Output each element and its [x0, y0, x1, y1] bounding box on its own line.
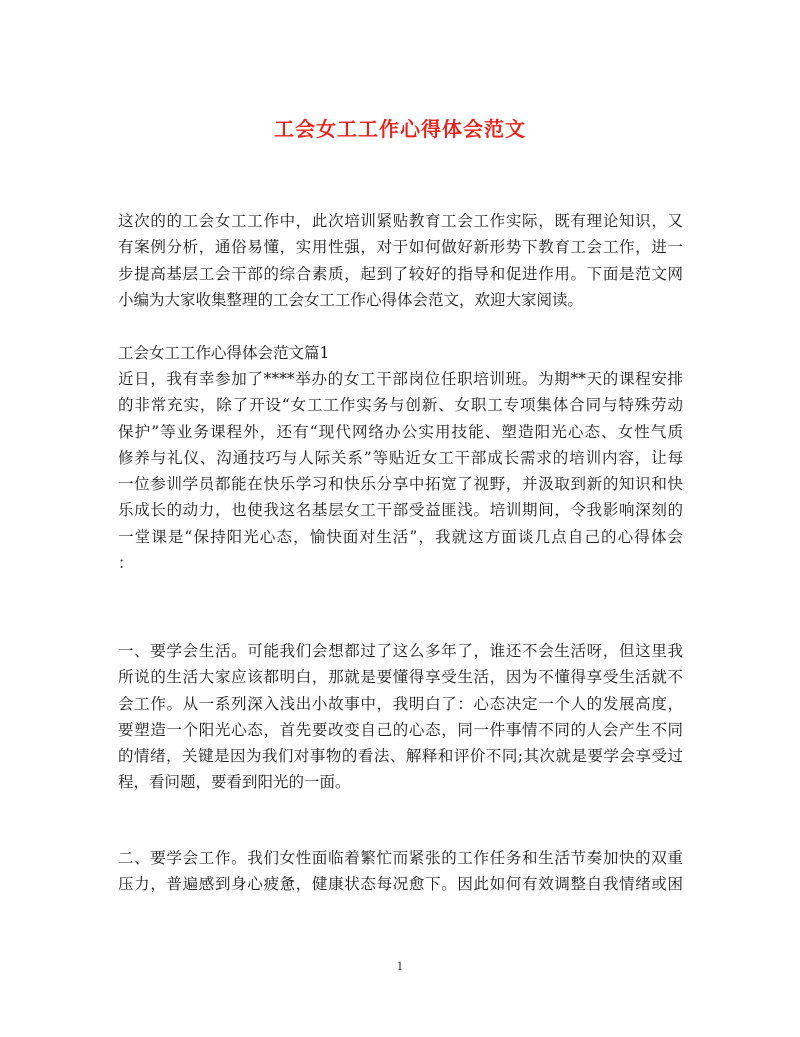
- text-line: 会工作。从一系列深入浅出小故事中，我明白了：心态决定一个人的发展高度，: [118, 694, 683, 713]
- text-line: 程，看问题，要看到阳光的一面。: [118, 773, 351, 792]
- page-number: 1: [396, 960, 404, 973]
- text-line: 这次的的工会女工工作中，此次培训紧贴教育工会工作实际，既有理论知识，又: [118, 212, 683, 230]
- text-line: 一、要学会生活。可能我们会想都过了这么多年了，谁还不会生活呀，但这里我: [118, 642, 683, 660]
- intro-paragraph: [118, 208, 683, 313]
- text-line: 修养与礼仪、沟通技巧与人际关系”等贴近女工干部成长需求的培训内容，让每: [118, 448, 683, 467]
- text-line: 的情绪，关键是因为我们对事物的看法、解释和评价不同;其次就是要学会享受过: [118, 747, 683, 766]
- text-line: 步提高基层工会干部的综合素质，起到了较好的指导和促进作用。下面是范文网: [118, 264, 683, 283]
- text-line: 二、要学会工作。我们女性面临着繁忙而紧张的工作任务和生活节奏加快的双重: [118, 849, 683, 867]
- document-title: 工会女工工作心得体会范文: [274, 117, 526, 141]
- text-line: 所说的生活大家应该都明白，那就是要懂得享受生活，因为不懂得享受生活就不: [118, 668, 683, 687]
- text-line: 的非常充实，除了开设“女工工作实务与创新、女职工专项集体合同与特殊劳动: [118, 396, 683, 415]
- paragraph-1: [118, 366, 683, 576]
- paragraph-3: [118, 845, 683, 898]
- text-line: 有案例分析，通俗易懂，实用性强，对于如何做好新形势下教育工会工作，进一: [118, 238, 683, 257]
- paragraph-2: [118, 638, 683, 796]
- text-line: 一堂课是“保持阳光心态，愉快面对生活”，我就这方面谈几点自己的心得体会: [118, 527, 683, 546]
- text-line: 近日，我有幸参加了****举办的女工干部岗位任职培训班。为期**天的课程安排: [118, 370, 683, 388]
- text-line: 小编为大家收集整理的工会女工工作心得体会范文，欢迎大家阅读。: [118, 290, 584, 309]
- text-line: 压力，普遍感到身心疲惫，健康状态每况愈下。因此如何有效调整自我情绪或困: [118, 875, 683, 894]
- text-line: 一位参训学员都能在快乐学习和快乐分享中拓宽了视野，并汲取到新的知识和快: [118, 475, 683, 494]
- text-line: 保护”等业务课程外，还有“现代网络办公实用技能、塑造阳光心态、女性气质: [118, 422, 683, 441]
- text-line: ：: [118, 554, 134, 573]
- section-heading: 工会女工工作心得体会范文篇1: [118, 344, 330, 362]
- text-line: 要塑造一个阳光心态，首先要改变自己的心态，同一件事情不同的人会产生不同: [118, 720, 683, 739]
- text-line: 乐成长的动力，也使我这名基层女工干部受益匪浅。培训期间，令我影响深刻的: [118, 501, 683, 520]
